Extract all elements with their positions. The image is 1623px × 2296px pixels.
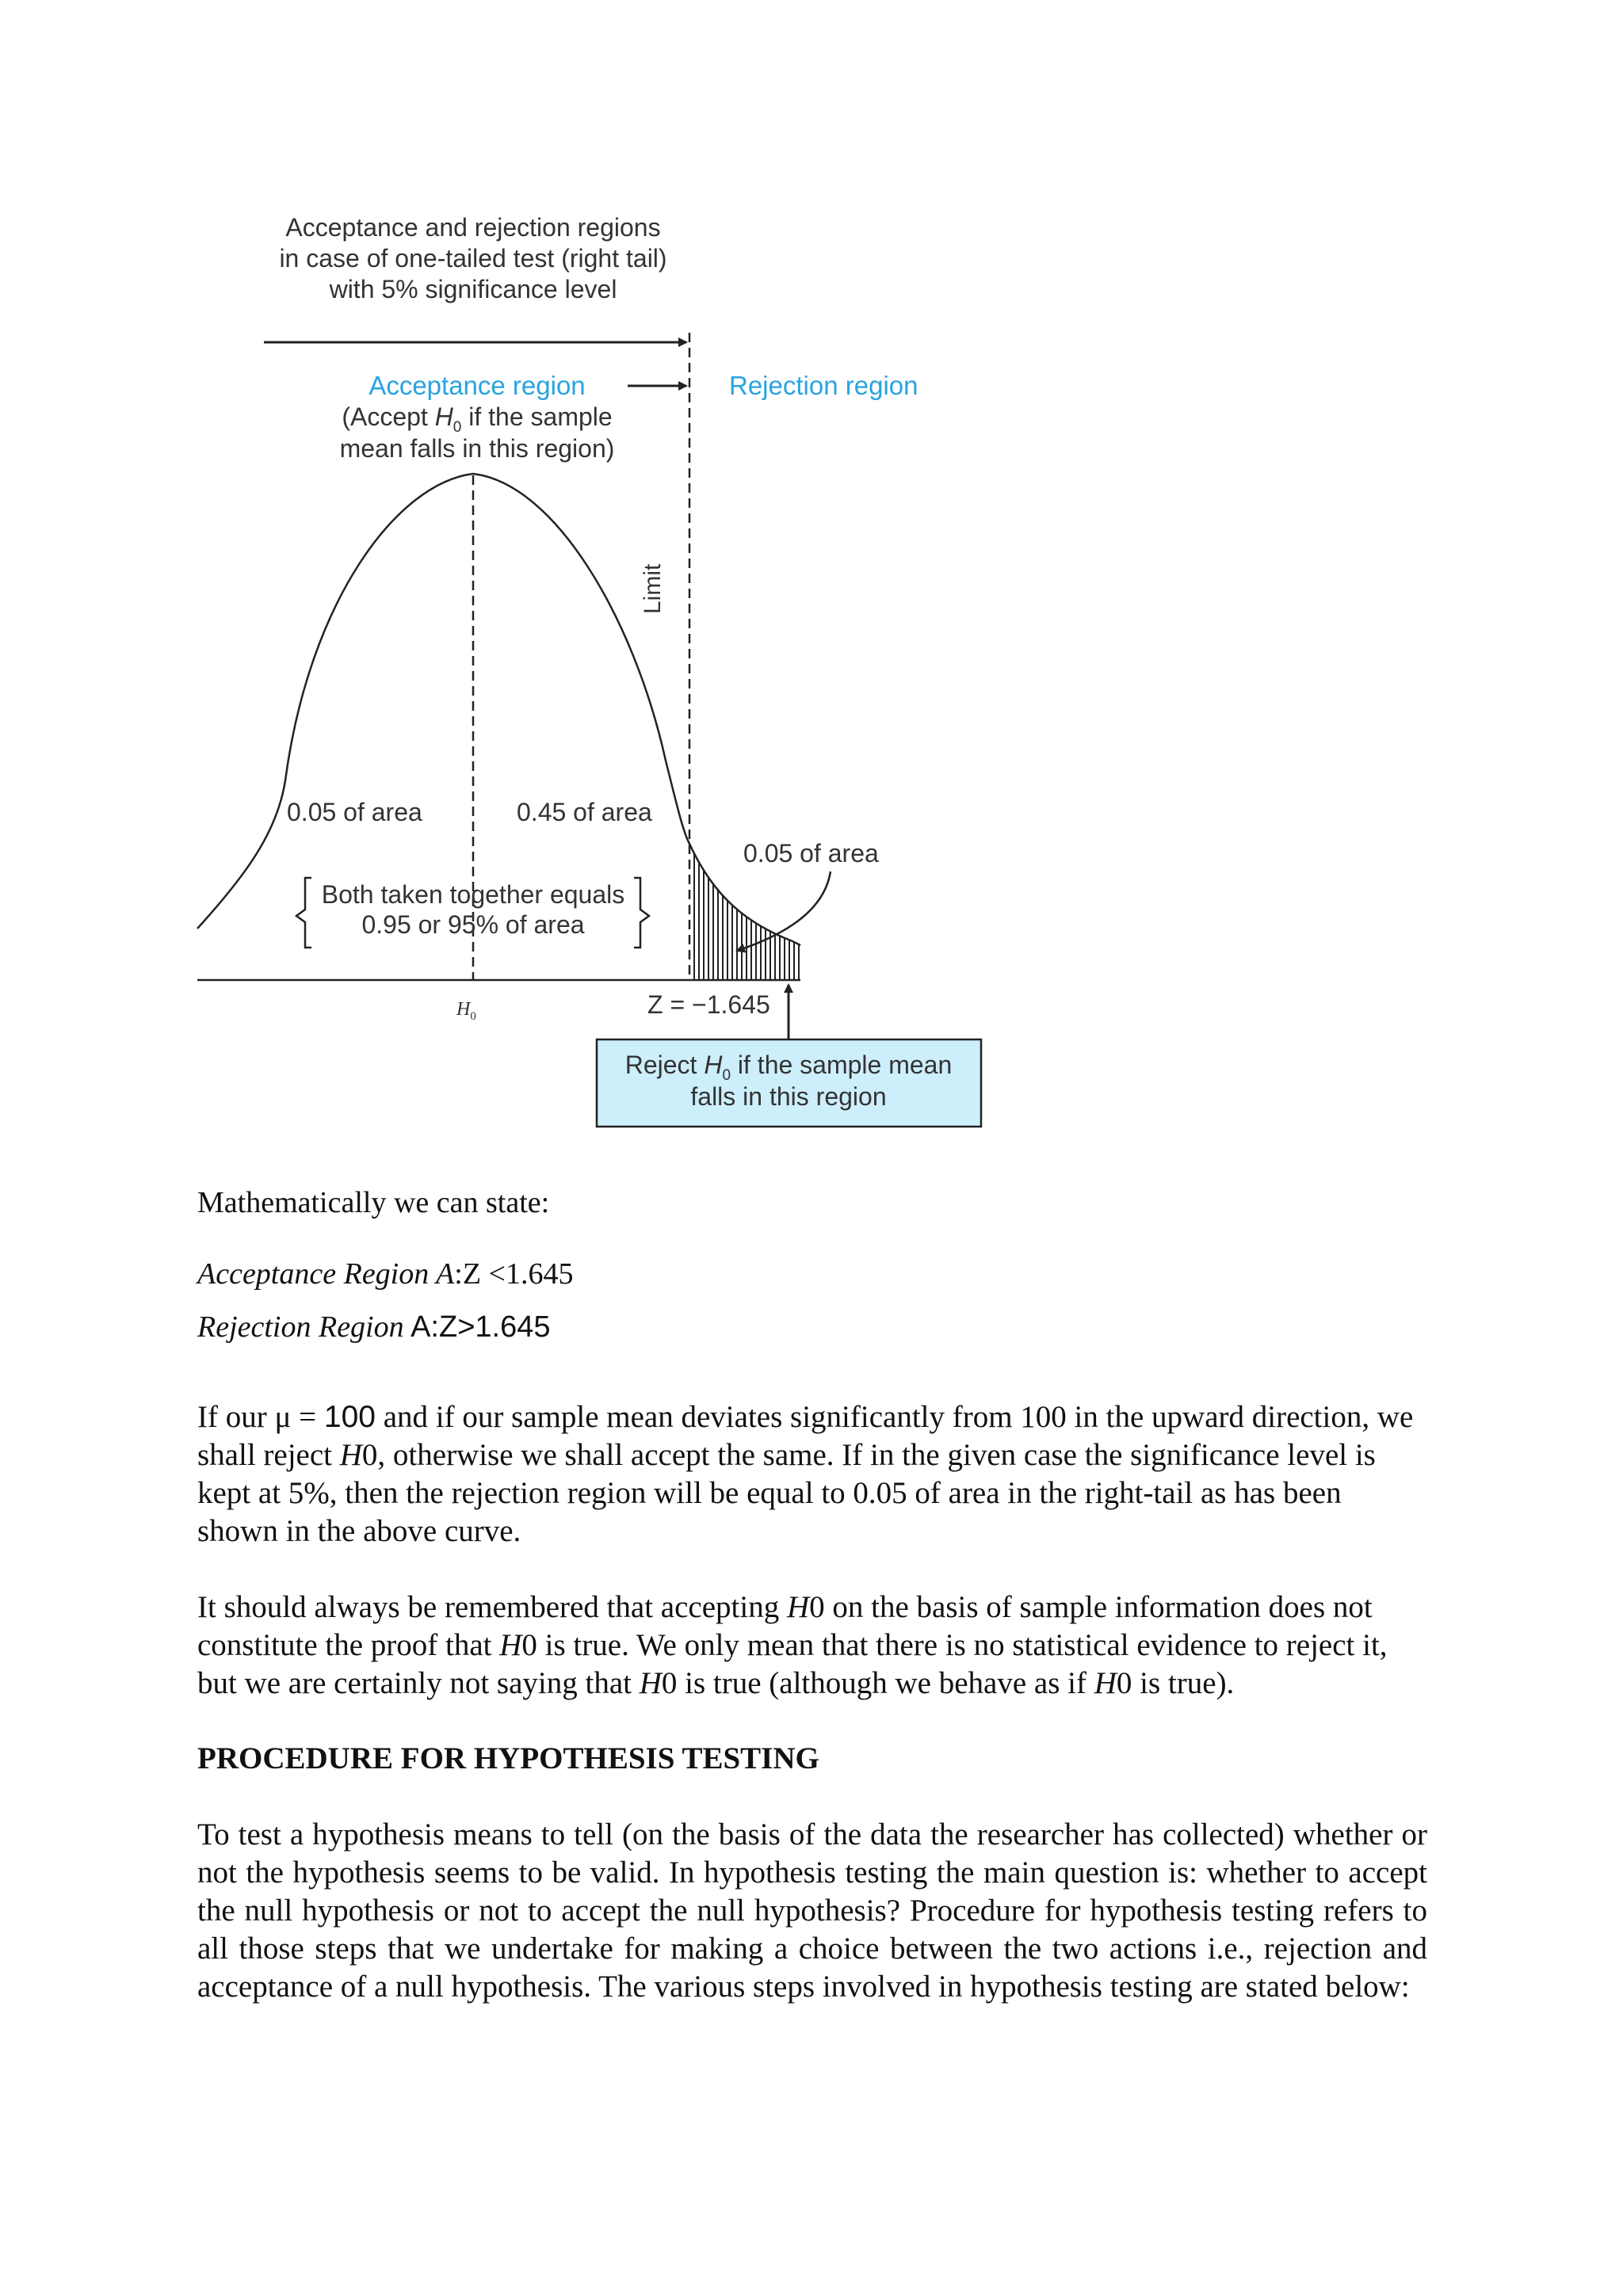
center-right-area-label: 0.45 of area <box>517 798 652 826</box>
paragraph-mu: If our μ = 100 and if our sample mean deviates significantly from 100 in the upward direction, we shall reject H0, otherwise we shall accept the same. If in the given case the significance level is kept at 5%, then the rejection region will be equal to 0.05 of area in the right-tail as has been shown in the above curve. <box>197 1400 1414 1548</box>
limit-label: Limit <box>640 563 666 614</box>
figure-title-line-3: with 5% significance level <box>329 275 617 303</box>
right-tail-area-label: 0.05 of area <box>743 839 879 868</box>
acceptance-region-expr: :Z <1.645 <box>454 1257 574 1291</box>
brace-label-line-1: Both taken together equals <box>321 880 625 909</box>
left-tail-area-label: 0.05 of area <box>287 798 422 826</box>
figure-title-line-1: Acceptance and rejection regions <box>285 213 661 242</box>
section-heading: PROCEDURE FOR HYPOTHESIS TESTING <box>197 1741 819 1775</box>
acceptance-region-note: (Accept $H_0$ if the sample <box>342 402 613 436</box>
rejection-region-expr: A:Z>1.645 <box>403 1310 551 1344</box>
z-value-label: Z = −1.645 <box>647 990 770 1019</box>
rejection-region-diagram <box>0 0 1623 1141</box>
acceptance-region-heading: Acceptance region <box>369 371 586 400</box>
math-intro: Mathematically we can state: <box>197 1186 550 1219</box>
rejection-region-label: Rejection Region <box>197 1310 404 1344</box>
acceptance-region-statement <box>197 1255 1427 1293</box>
rejection-region-heading: Rejection region <box>729 371 918 400</box>
rejection-region-statement <box>197 1308 1427 1346</box>
acceptance-region-label: Acceptance Region A <box>197 1257 455 1291</box>
right-brace <box>634 878 649 948</box>
paragraph-procedure: To test a hypothesis means to tell (on the basis of the data the researcher has collected) whether or not the hypothesis seems to be valid. In hypothesis testing the main question is: whether to accept the null hypothesis or not to accept the null hypothesis? Procedure for hypothesis testing refers to all those steps that we undertake for making a choice between the two actions i.e., rejection and acceptance of a null hypothesis. The various steps involved in hypothesis testing are stated below: <box>197 1817 1427 2004</box>
acceptance-region-note-line-2: mean falls in this region) <box>339 434 615 463</box>
reject-box-line-1: Reject $H_0$ if the sample mean <box>624 1051 953 1084</box>
bell-curve <box>197 474 800 945</box>
left-brace <box>296 878 311 948</box>
h0-axis-label: $H_0$ <box>456 999 476 1023</box>
brace-label-line-2: 0.95 or 95% of area <box>361 910 585 939</box>
figure-title-line-2: in case of one-tailed test (right tail) <box>279 244 667 273</box>
reject-box-line-2: falls in this region <box>690 1082 887 1111</box>
paragraph-accepting-h0: It should always be remembered that accepting H0 on the basis of sample information does not constitute the proof that H0 is true. We only mean that there is no statistical evidence to reject it, but we are certainly not saying that H0 is true (although we behave as if H0 is true). <box>197 1590 1388 1700</box>
